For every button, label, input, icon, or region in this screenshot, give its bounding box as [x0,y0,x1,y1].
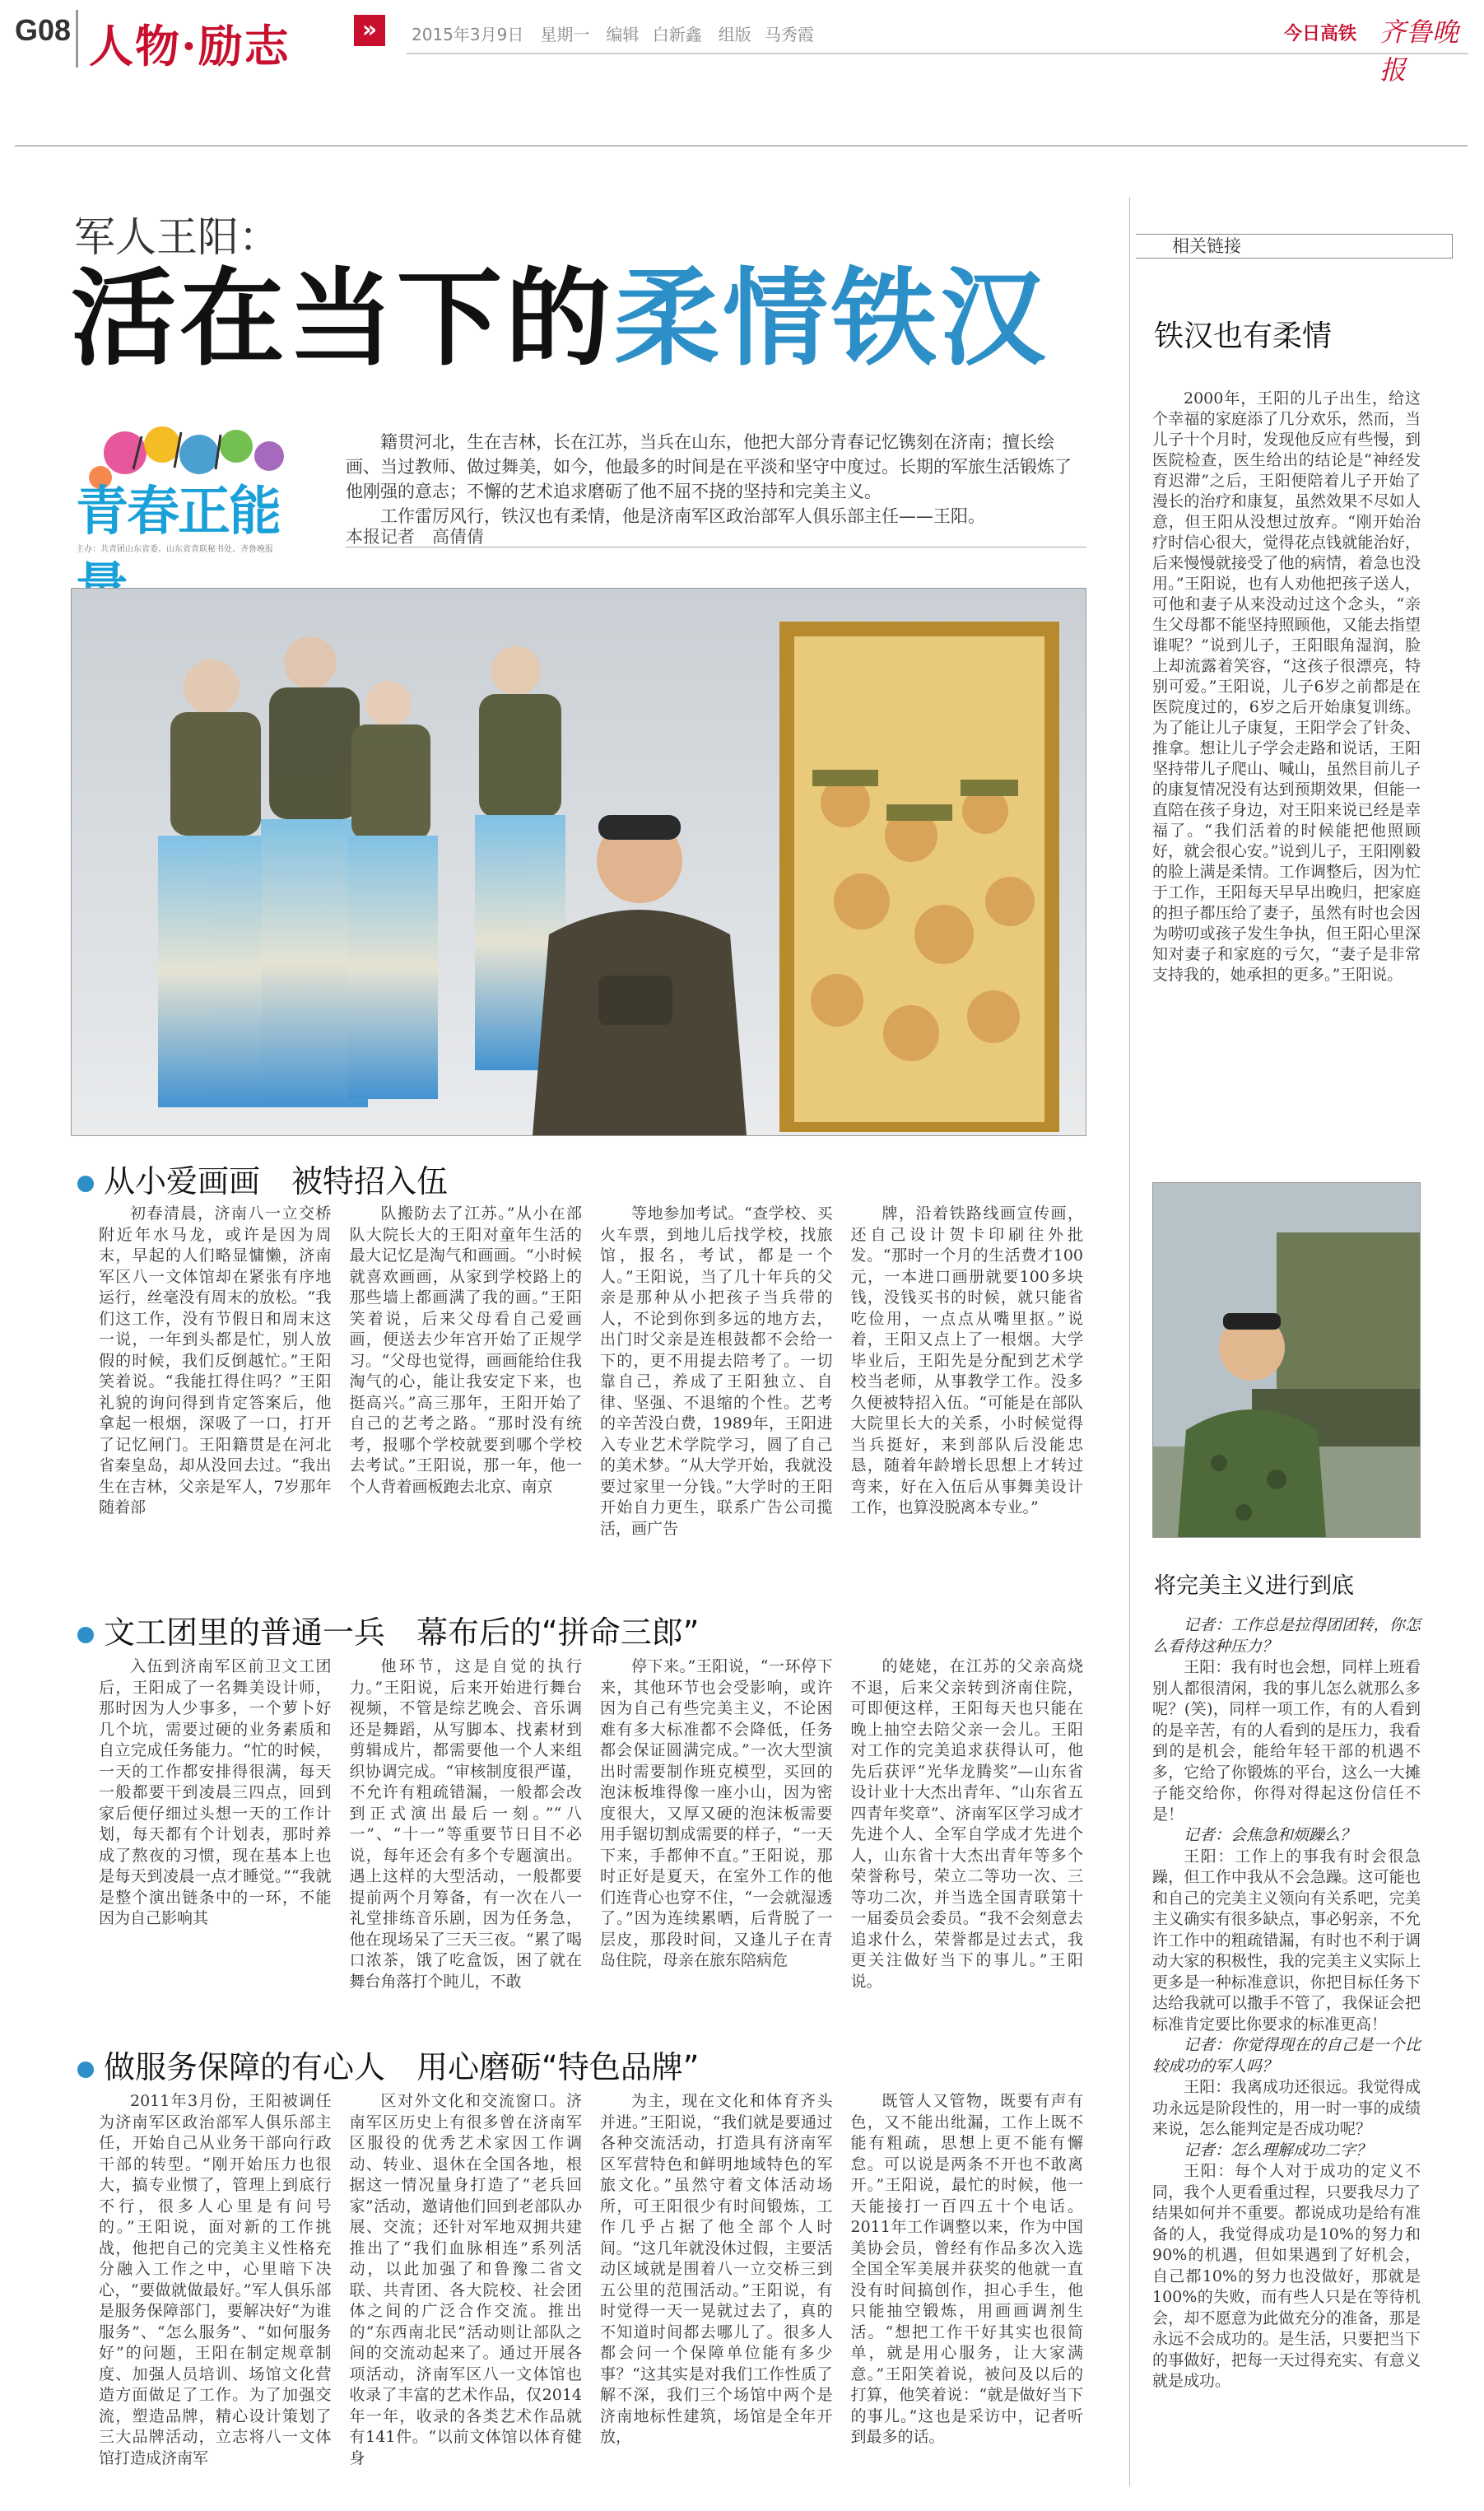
qa-question: 记者：你觉得现在的自己是一个比较成功的军人吗？ [1152,2036,1421,2075]
section-3-col-1: 2011年3月份，王阳被调任为济南军区政治部军人俱乐部主任，开始自己从业务干部向行政干部的转型。“刚开始压力也很大，搞专业惯了，管理上到底行不行，很多人心里是有问号的。”王阳说，面对新的工作挑战，他把自己的完美主义性格充分融入工作之中，心里暗下决心，“要做就做最好。”军人俱乐部是服务保障部门，要解决好“为谁服务”、“怎么服务”、“如何服务好”的问题，王阳在制定规章制度、加强人员培训、场馆文化营造方面做足了工作。为了加强交流，塑造品牌，精心设计策划了三大品牌活动，立志将八一文体馆打造成济南军 [99,2092,332,2467]
section-3-col-4: 既管人又管物，既要有声有色，又不能出纰漏，工作上既不能有粗疏，思想上更不能有懈怠。可以说是两条不开也不敢离开。”王阳说，最忙的时候，他一天能接打一百四五十个电话。2011年工作调整以来，作为中国美协会员，曾经有作品多次入选全国全军美展并获奖的他就一直没有时间搞创作，担心手生，他只能抽空锻炼，用画画调剂生活。“想把工作干好其实也很简单，就是用心服务，让大家满意。”王阳笑着说，被问及以后的打算，他笑着说：“就是做好当下的事儿。”这也是采访中，记者听到最多的话。 [850,2092,1083,2446]
qa-answer: 王阳：我有时也会想，同样上班看别人都很清闲，我的事儿怎么就那么多呢？(笑)，同样一项工作，有的人看到的是辛苦，有的人看到的是压力，我看到的是机会，能给年轻干部的机遇不多，它给了你锻炼的平台，这么一大摊子能交给你，你得对得起这份信任不是！ [1152,1658,1421,1824]
section-1-body [99,1204,1083,1600]
header-divider [76,10,78,68]
section-3-title [77,2042,699,2087]
qa-question: 记者：工作总是拉得团团转，你怎么看待这种压力？ [1152,1616,1421,1656]
section-3-col-3: 为主，现在文化和体育齐头并进。”王阳说，“我们就是要通过各种交流活动，打造具有济南军区军营特色和鲜明地域特色的军旅文化。”虽然守着文体活动场所，可王阳很少有时间锻炼，工作几乎占据了他全部个人时间。“这几年就没休过假，主要活动区域就是围着八一立交桥三到五公里的范围活动。”王阳说，有时觉得一天一晃就过去了，真的不知道时间都去哪儿了。很多人都会问一个保障单位能有多少事？“这其实是对我们工作性质了解不深，我们三个场馆中两个是济南地标性建筑，场馆是全年开放， [600,2092,833,2446]
section-2-col-4: 的姥姥，在江苏的父亲高烧不退，后来父亲转到济南住院，可即便这样，王阳每天也只能在晚上抽空去陪父亲一会儿。王阳对工作的完美追求获得认可，他先后获评“光华龙腾奖”—山东省设计业十大杰出青年、“山东省五四青年奖章”、济南军区学习成才先进个人、全军自学成才先进个人，山东省十大杰出青年等多个荣誉称号，荣立二等功一次、三等功二次，并当选全国青联第十一届委员会委员。“我不会刻意去追求什么，荣誉都是过去式，我更关注做好当下的事儿。”王阳说。 [850,1657,1083,1991]
section-1-col-4: 牌，沿着铁路线画宣传画，还自己设计贺卡印刷往外批发。“那时一个月的生活费才100元，一本进口画册就要100多块钱，没钱买书的时候，就只能省吃俭用，一点点从嘴里抠。”说着，王阳又点上了一根烟。大学毕业后，王阳先是分配到艺术学校当老师，从事教学工作。没多久便被特招入伍。“可能是在部队大院里长大的关系，小时候觉得当兵挺好，来到部队后没能忠恳，随着年龄增长思想上才转过弯来，好在入伍后从事舞美设计工作，也算没脱离本专业。” [850,1204,1083,1516]
section-1-col-1: 初春清晨，济南八一立交桥附近年水马龙，或许是因为周末，早起的人们略显慵懒，济南军区八一文体馆却在紧张有序地运行，丝毫没有周末的放松。“我们这工作，没有节假日和周末这一说，一年到头都是忙，别人放假的时候，我们反倒越忙。”王阳笑着说。“我能扛得住吗？”王阳礼貌的询问得到肯定答案后，他拿起一根烟，深吸了一口，打开了记忆闸门。王阳籍贯是在河北省秦皇岛，却从没回去过。“我出生在吉林，父亲是军人，7岁那年随着部 [99,1204,332,1516]
bullet-dot-icon [77,1176,94,1192]
headline-part-a: 活在当下的 [71,258,615,380]
header-rule [407,53,1468,54]
qa-answer: 王阳：我离成功还很远。我觉得成功永远是阶段性的，用一时一事的成绩来说，怎么能判定是否成功呢？ [1152,2078,1421,2138]
bullet-dot-icon [77,2061,94,2078]
sidebar-photo [1152,1182,1421,1538]
section-2-title-text: 文工团里的普通一兵 幕布后的“拼命三郎” [104,1614,700,1651]
section-2-body [99,1656,1083,2043]
top-rule [15,145,1468,147]
logo-subtext: 主办：共青团山东省委、山东省青联秘书处、齐鲁晚报 [76,545,273,554]
section-2-col-1: 入伍到济南军区前卫文工团后，王阳成了一名舞美设计师，那时因为人少事多，一个萝卜好几个坑，需要过硬的业务素质和自立完成任务能力。“忙的时候，一天的工作都安排得很满，每天一般都要干到凌晨三四点，回到家后便仔细过头想一天的工作计划，每天都有个计划表，那时养成了熬夜的习惯，现在基本上也是每天到凌晨一点才睡觉。”“我就是整个演出链条中的一环，不能因为自己影响其 [99,1657,332,1927]
issue-meta: 2015年3月9日 星期一 编辑 白新鑫 组版 马秀霞 [412,25,815,44]
lead-text-2: 工作雷厉风行，铁汉也有柔情，他是济南军区政治部军人俱乐部主任——王阳。 [380,506,985,526]
newspaper-logo: 齐鲁晚报 [1379,16,1459,86]
headline-part-b: 柔情铁汉 [614,258,1049,380]
section-2-title [77,1607,699,1652]
qa-answer: 王阳：每个人对于成功的定义不同，我个人更看重过程，只要我尽力了结果如何并不重要。都说成功是给有准备的人，我觉得成功是10%的努力和90%的机遇，但如果遇到了好机会，自己都10%的努力也没做好，那就是100%的失败，而有些人只是在等待机会，却不愿意为此做充分的准备，那是永远不会成功的。是生活，只要把当下的事做好，把每一天过得充实、有意义就是成功。 [1152,2162,1421,2390]
byline: 本报记者 高倩倩 [346,527,484,547]
interview-qa [1152,1615,1421,2392]
youth-energy-logo [76,420,323,556]
section-3-body [99,2091,1083,2495]
sidebar-title-2: 将完美主义进行到底 [1154,1573,1354,1599]
lead-paragraph [346,430,1086,529]
section-1-title-text: 从小爱画画 被特招入伍 [104,1163,449,1200]
lead-text-1: 籍贯河北，生在吉林，长在江苏，当兵在山东，他把大部分青春记忆镌刻在济南；擅长绘画、当过教师、做过舞美，如今，他最多的时间是在平淡和坚守中度过。长期的军旅生活锻炼了他刚强的意志；不懈的艺术追求磨砺了他不屈不挠的坚持和完美主义。 [346,432,1072,501]
bullet-dot-icon [77,1627,94,1643]
section-name: 人物·励志 [89,20,291,72]
main-photo [71,588,1086,1136]
section-1-col-2: 队搬防去了江苏。”从小在部队大院长大的王阳对童年生活的最大记忆是淘气和画画。“小时候就喜欢画画，从家到学校路上的那些墙上都画满了我的画。”王阳笑着说，后来父母看自己爱画画，便送去少年宫开始了正规学习。“父母也觉得，画画能给住我淘气的心，能让我安定下来，也挺高兴。”高三那年，王阳开始了自己的艺考之路。“那时没有统考，报哪个学校就要到哪个学校去考试。”王阳说，那一年，他一个人背着画板跑去北京、南京 [349,1204,582,1496]
qa-question: 记者：会焦急和烦躁么？ [1184,1826,1356,1844]
logo-text: 青春正能 [76,482,280,543]
section-2-col-3: 停下来。”王阳说，“一环停下来，其他环节也会受影响，或许因为自己有些完美主义，不论困难有多大标准都不会降低，任务都会保证圆满完成。”一次大型演出时需要制作班克模型，买回的泡沫板堆得像一座小山，因为密度很大，又厚又硬的泡沫板需要用手锯切割成需要的样子，“一天下来，手都伸不直。”王阳说，那时正好是夏天，在室外工作的他们连背心也穿不住，“一会就湿透了。”因为连续累晒，后背脱了一层皮，那段时间，又逢儿子在青岛住院，母亲在旅东陪病危 [600,1657,833,1969]
section-1-col-3: 等地参加考试。“查学校、买火车票，到地儿后找学校，找旅馆，报名，考试，都是一个人。”王阳说，当了几十年兵的父亲是那种从小把孩子当兵带的人，不论到你到多远的地方去，出门时父亲是连根鼓都不会给一下的，更不用提去陪考了。一切靠自己，养成了王阳独立、自律、坚强、不退缩的个性。艺考的辛苦没白费，1989年，王阳进入专业艺术学院学习，圆了自己的美术梦。“从大学开始，我就没要过家里一分钱。”大学时的王阳开始自力更生，联系广告公司揽活，画广告 [600,1204,833,1538]
double-arrow-icon: » [354,15,385,46]
sidebar-text-1: 2000年，王阳的儿子出生，给这个幸福的家庭添了几分欢乐，然而，当儿子十个月时，发现他反应有些慢，到医院检查，医生给出的结论是“神经发育迟滞”之后，王阳便陪着儿子开始了漫长的治疗和康复，虽然效果不尽如人意，但王阳从没想过放弃。“刚开始治疗时信心很大，觉得花点钱就能治好，后来慢慢就接受了他的病情，着急也没用。”王阳说，也有人劝他把孩子送人，可他和妻子从来没动过这个念头，“亲生父母都不能坚持照顾他，又能去指望谁呢？”说到儿子，王阳眼角湿润，脸上却流露着笑容，“这孩子很漂亮，特别可爱。”王阳说，儿子6岁之前都是在医院度过的，6岁之后开始康复训练。为了能让儿子康复，王阳学会了针灸、推拿。想让儿子学会走路和说话，王阳坚持带儿子爬山、喊山，虽然目前儿子的康复情况没有达到预期效果，但能一直陪在孩子身边，对王阳来说已经是幸福了。“我们活着的时候能把他照顾好，就会很心安。”说到儿子，王阳刚毅的脸上满是柔情。工作调整后，因为忙于工作，王阳每天早早出晚归，把家庭的担子都压给了妻子，虽然有时也会因为唠叨或孩子发生争执，但王阳心里深知对妻子和家庭的亏欠，“妻子是非常支持我的，她承担的更多。”王阳说。 [1152,389,1421,984]
section-3-col-2: 区对外文化和交流窗口。济南军区历史上有很多曾在济南军区服役的优秀艺术家因工作调动、转业、退休在全国各地，根据这一情况量身打造了“老兵回家”活动，邀请他们回到老部队办展、交流；还针对军地双拥共建推出了“我们血脉相连”系列活动，以此加强了和鲁豫二省文联、共青团、各大院校、社会团体之间的广泛合作交流。推出的“东西南北民”活动则让部队之间的交流动起来了。通过开展各项活动，济南军区八一文体馆也收录了丰富的艺术作品，仅2014年一年，收录的各类艺术作品就有141件。“以前文体馆以体育健身 [349,2092,582,2467]
headline [71,258,1049,380]
page-number: G08 [15,13,72,47]
section-1-title [77,1156,448,1201]
qa-answer: 王阳：工作上的事我有时会很急躁，但工作中我从不会急躁。这可能也和自己的完美主义领向有关系吧，完美主义确实有很多缺点，事必躬亲，不允许工作中的粗疏错漏，有时也不利于调动大家的积极性，我的完美主义实际上更多是一种标准意识，你把目标任务下达给我就可以撒手不管了，我保证会把标准肯定要比你要求的标准更高！ [1152,1847,1421,2033]
kicker: 军人王阳： [74,213,280,261]
section-2-col-2: 他环节，这是自觉的执行力。”王阳说，后来开始进行舞台视频，不管是综艺晚会、音乐调还是舞蹈，从写脚本、找素材到剪辑成片，都需要他一个人来组织协调完成。“审核制度很严谨，不允许有粗疏错漏，一般都会改到正式演出最后一刻。”“八一”、“十一”等重要节日目不必说，每年还会有多个专题演出。遇上这样的大型活动，一般都要提前两个月筹备，有一次在八一礼堂排练音乐剧，因为任务急，他在现场呆了三天三夜。“累了喝口浓茶，饿了吃盒饭，困了就在舞台角落打个盹儿，不敢 [349,1657,582,1991]
qa-question: 记者：怎么理解成功二字？ [1184,2141,1372,2159]
right-tag: 今日高铁 [1284,24,1357,44]
sidebar-title-1: 铁汉也有柔情 [1154,319,1333,353]
related-links-label: 相关链接 [1136,234,1453,259]
section-3-title-text: 做服务保障的有心人 用心磨砺“特色品牌” [104,2049,700,2085]
sidebar-divider [1129,198,1130,2486]
